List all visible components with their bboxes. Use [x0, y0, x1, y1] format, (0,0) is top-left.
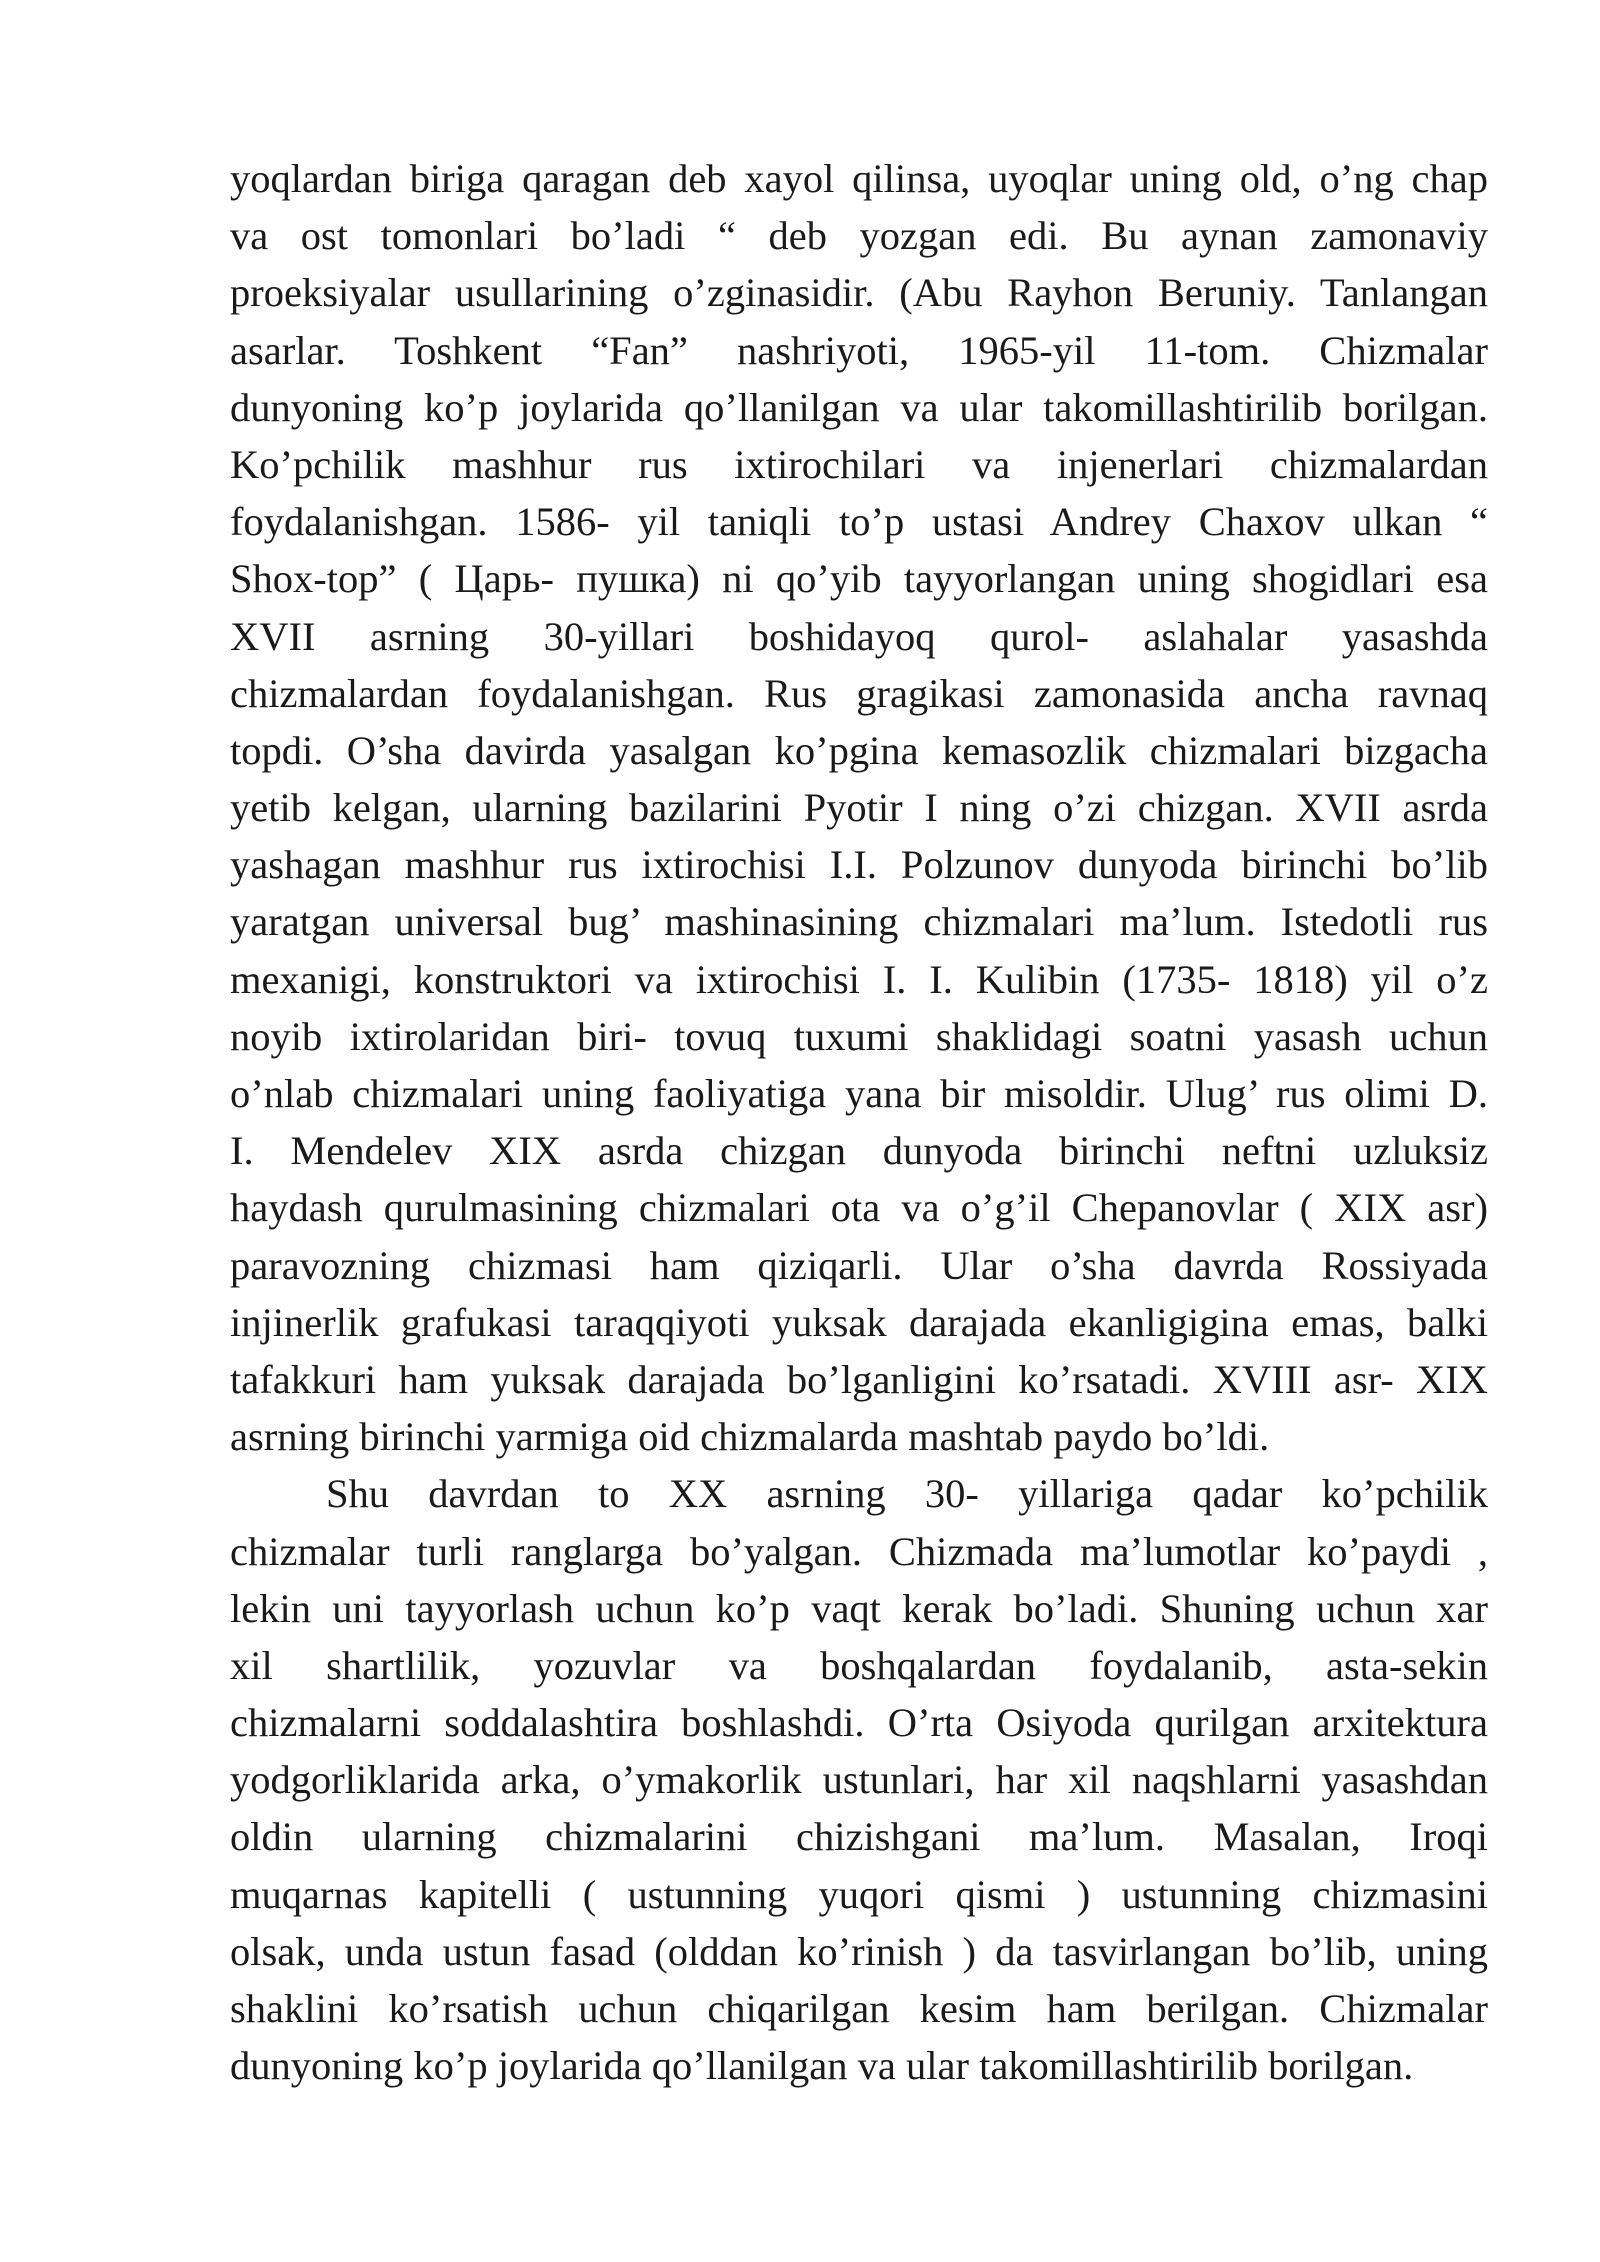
text-line: haydash qurulmasining chizmalari ota va o’g’il Chepanovlar ( XIX asr) — [230, 1185, 1488, 1231]
text-line: lekin uni tayyorlash uchun ko’p vaqt kerak bo’ladi. Shuning uchun xar — [230, 1585, 1488, 1631]
text-line: chizmalar turli ranglarga bo’yalgan. Chizmada ma’lumotlar ko’paydi , — [230, 1528, 1488, 1574]
text-line: tafakkuri ham yuksak darajada bo’lganligini ko’rsatadi. XVIII asr- XIX — [230, 1356, 1488, 1402]
text-line: topdi. O’sha davirda yasalgan ko’pgina kemasozlik chizmalari bizgacha — [230, 727, 1488, 773]
text-line: noyib ixtirolaridan biri- tovuq tuxumi shaklidagi soatni yasash uchun — [230, 1013, 1488, 1059]
text-line: mexanigi, konstruktori va ixtirochisi I. I. Kulibin (1735- 1818) yil o’z — [230, 956, 1488, 1002]
text-line: o’nlab chizmalari uning faoliyatiga yana bir misoldir. Ulug’ rus olimi D. — [230, 1071, 1488, 1116]
text-line: olsak, unda ustun fasad (olddan ko’rinish ) da tasvirlangan bo’lib, uning — [230, 1928, 1488, 1974]
text-line: foydalanishgan. 1586- yil taniqli to’p ustasi Andrey Chaxov ulkan “ — [230, 499, 1488, 545]
text-line: XVII asrning 30-yillari boshidayoq qurol- aslahalar yasashda — [230, 613, 1488, 659]
text-line: proeksiyalar usullarining o’zginasidir. (Abu Rayhon Beruniy. Tanlangan — [230, 270, 1488, 316]
text-line: injinerlik grafukasi taraqqiyoti yuksak darajada ekanligigina emas, balki — [230, 1299, 1488, 1345]
body-text — [230, 150, 1488, 2094]
text-line: va ost tomonlari bo’ladi “ deb yozgan edi. Bu aynan zamonaviy — [230, 213, 1488, 259]
text-line: shaklini ko’rsatish uchun chiqarilgan kesim ham berilgan. Chizmalar — [230, 1986, 1488, 2031]
text-line: chizmalarni soddalashtira boshlashdi. O’rta Osiyoda qurilgan arxitektura — [230, 1700, 1488, 1746]
text-line: yaratgan universal bug’ mashinasining chizmalari ma’lum. Istedotli rus — [230, 899, 1488, 945]
text-line: oldin ularning chizmalarini chizishgani ma’lum. Masalan, Iroqi — [230, 1814, 1488, 1860]
paragraph-2 — [230, 1465, 1488, 2094]
text-line: chizmalardan foydalanishgan. Rus gragikasi zamonasida ancha ravnaq — [230, 670, 1488, 716]
text-line: dunyoning ko’p joylarida qo’llanilgan va ular takomillashtirilib borilgan. — [230, 2043, 1414, 2089]
text-line: paravozning chizmasi ham qiziqarli. Ular o’sha davrda Rossiyada — [230, 1242, 1488, 1288]
text-line: asarlar. Toshkent “Fan” nashriyoti, 1965-yil 11-tom. Chizmalar — [230, 327, 1488, 373]
text-line: yashagan mashhur rus ixtirochisi I.I. Polzunov dunyoda birinchi bo’lib — [230, 842, 1488, 888]
text-line: Ko’pchilik mashhur rus ixtirochilari va injenerlari chizmalardan — [230, 441, 1488, 487]
text-line: muqarnas kapitelli ( ustunning yuqori qismi ) ustunning chizmasini — [230, 1871, 1488, 1917]
text-line: Shu davrdan to XX asrning 30- yillariga qadar ko’pchilik — [326, 1471, 1488, 1517]
text-line: xil shartlilik, yozuvlar va boshqalardan foydalanib, asta-sekin — [230, 1642, 1488, 1688]
text-line: I. Mendelev XIX asrda chizgan dunyoda birinchi neftni uzluksiz — [230, 1128, 1488, 1174]
text-line: dunyoning ko’p joylarida qo’llanilgan va ular takomillashtirilib borilgan. — [230, 384, 1488, 430]
text-line: asrning birinchi yarmiga oid chizmalarda mashtab paydo bo’ldi. — [230, 1414, 1270, 1460]
text-line: Shox-top” ( Царь- пушка) ni qo’yib tayyorlangan uning shogidlari esa — [230, 556, 1488, 602]
paragraph-1 — [230, 150, 1488, 1465]
text-line: yetib kelgan, ularning bazilarini Pyotir I ning o’zi chizgan. XVII asrda — [230, 785, 1488, 831]
text-line: yodgorliklarida arka, o’ymakorlik ustunlari, har xil naqshlarni yasashdan — [230, 1757, 1488, 1803]
text-line: yoqlardan biriga qaragan deb xayol qilinsa, uyoqlar uning old, o’ng chap — [230, 156, 1488, 201]
